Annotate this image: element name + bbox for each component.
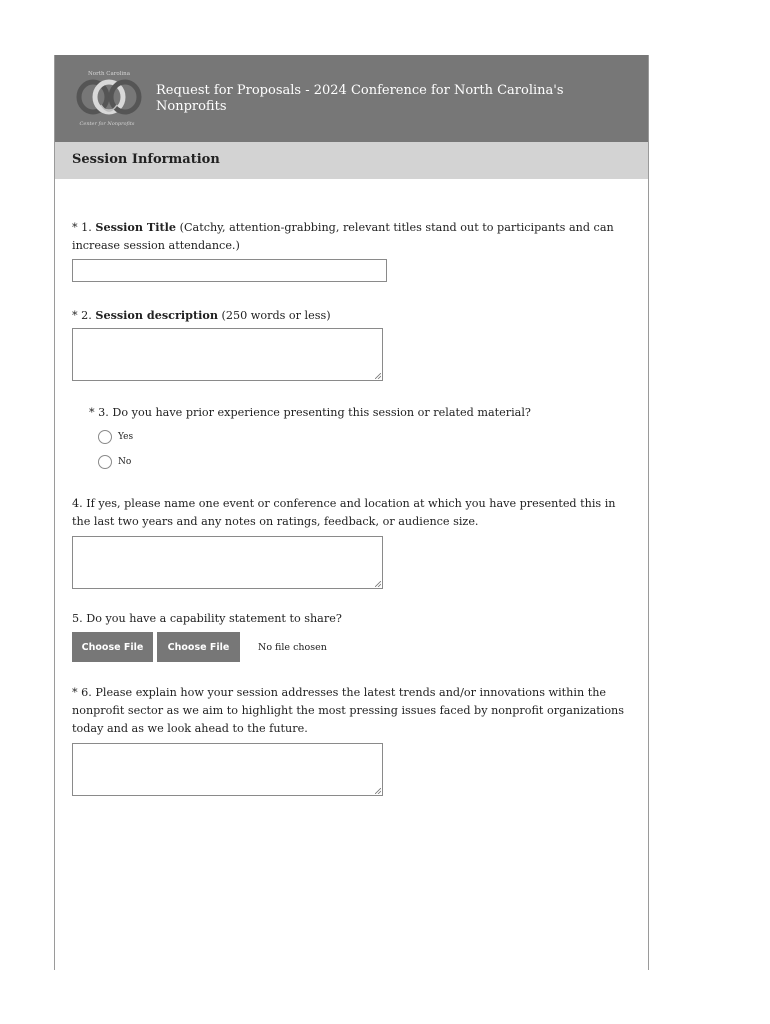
choose-file-button-2[interactable]: Choose File xyxy=(157,632,240,662)
resize-handle-icon[interactable] xyxy=(375,373,381,379)
question-5-label: 5. Do you have a capability statement to share? xyxy=(72,612,342,625)
radio-label-no: No xyxy=(118,457,132,467)
radio-button-no[interactable] xyxy=(98,455,112,469)
form-title: Request for Proposals - 2024 Conference for North Carolina's Nonprofits xyxy=(156,83,564,114)
logo-text-bottom: Center for Nonprofits xyxy=(79,121,135,127)
resize-handle-icon[interactable] xyxy=(375,788,381,794)
question-6-label: * 6. Please explain how your session addresses the latest trends and/or innovations within the nonprofit sector as we aim to highlight the most pressing issues faced by nonprofit organizations today and as we look ahead to the future. xyxy=(72,686,625,735)
organization-logo xyxy=(71,67,147,131)
question-2-label xyxy=(72,306,632,325)
prior-presentation-textarea[interactable] xyxy=(72,536,383,589)
resize-handle-icon[interactable] xyxy=(375,581,381,587)
q2-prefix: * 2. xyxy=(72,309,96,322)
radio-option-yes[interactable] xyxy=(98,429,133,445)
radio-option-no[interactable] xyxy=(98,454,131,470)
trends-innovation-textarea[interactable] xyxy=(72,743,383,796)
file-status-text: No file chosen xyxy=(258,642,327,653)
q1-title: Session Title xyxy=(95,220,177,234)
survey-form xyxy=(54,55,649,970)
session-title-input[interactable] xyxy=(72,259,387,282)
question-1-label xyxy=(72,218,632,255)
radio-button-yes[interactable] xyxy=(98,430,112,444)
session-description-textarea[interactable] xyxy=(72,328,383,381)
question-3-label: * 3. Do you have prior experience presenting this session or related material? xyxy=(89,406,531,419)
logo-text-top: North Carolina xyxy=(87,71,131,77)
form-header xyxy=(55,55,648,142)
q1-hint: (Catchy, attention-grabbing, relevant titles stand out to participants and can increase session attendance.) xyxy=(72,221,614,252)
choose-file-button[interactable]: Choose File xyxy=(72,632,153,662)
q2-hint: (250 words or less) xyxy=(217,309,331,322)
section-title: Session Information xyxy=(72,152,220,167)
q2-title: Session description xyxy=(95,308,218,322)
question-4-label: 4. If yes, please name one event or conference and location at which you have presented this in the last two years and any notes on ratings, feedback, or audience size. xyxy=(72,497,616,528)
section-header xyxy=(55,142,648,179)
q1-prefix: * 1. xyxy=(72,221,96,234)
radio-label-yes: Yes xyxy=(118,432,134,442)
